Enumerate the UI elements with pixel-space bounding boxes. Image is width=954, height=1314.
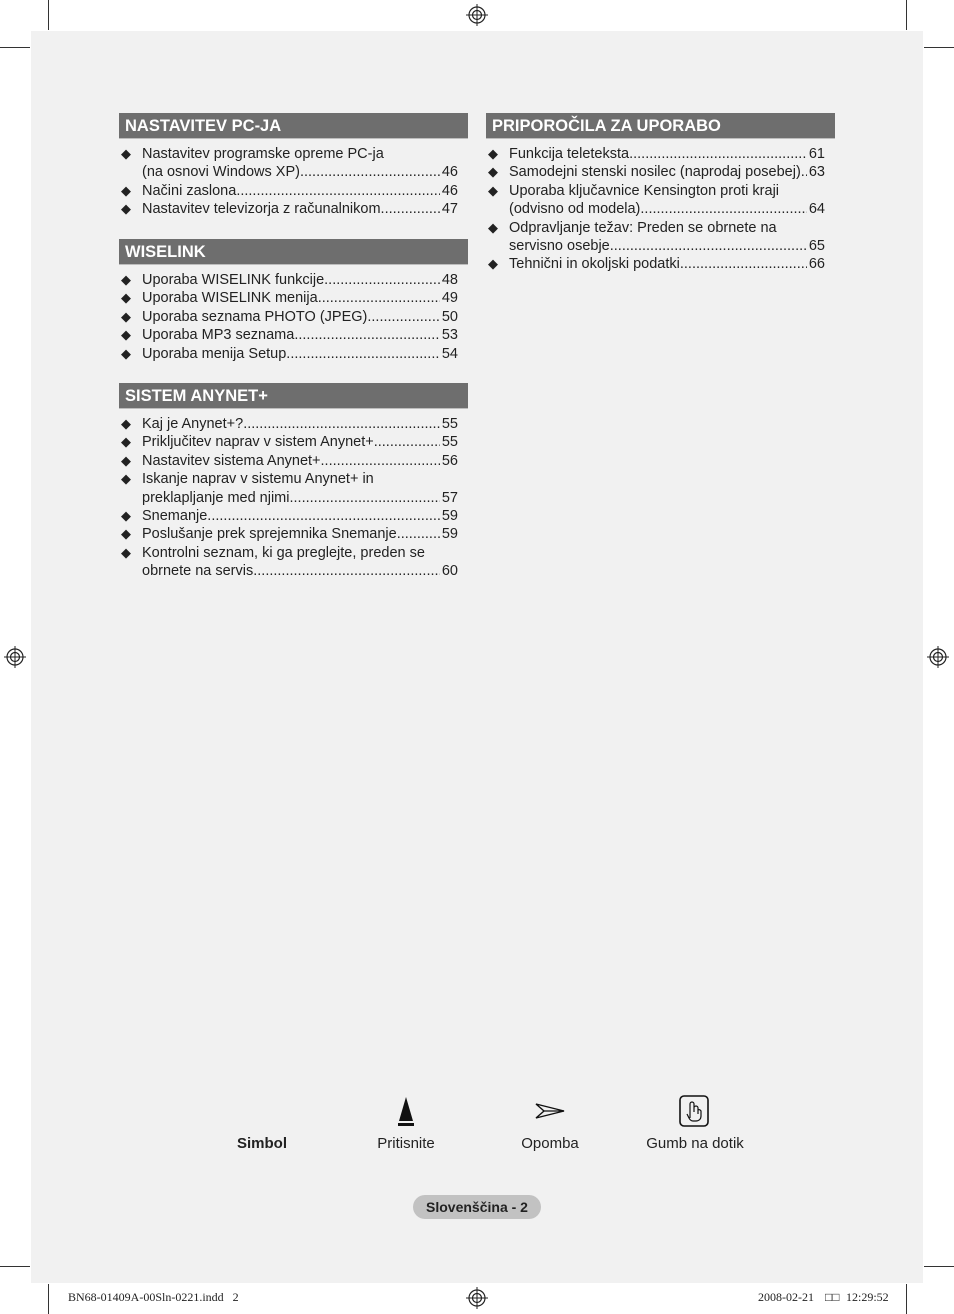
toc-page-number: 46 xyxy=(441,164,458,181)
dot-leader xyxy=(243,415,440,433)
toc-line xyxy=(142,452,458,470)
toc-page-number: 64 xyxy=(808,201,825,218)
crop-mark xyxy=(48,0,49,30)
toc-item xyxy=(119,289,458,307)
dot-leader xyxy=(680,255,807,273)
note-icon xyxy=(535,1102,565,1120)
toc-line xyxy=(142,525,458,543)
bullet-diamond-icon: ◆ xyxy=(121,327,131,343)
toc-item xyxy=(486,145,825,163)
toc-page-number: 49 xyxy=(441,290,458,307)
toc-entry-text: servisno osebje xyxy=(509,238,610,255)
toc-line xyxy=(142,326,458,344)
toc-item xyxy=(119,470,458,507)
bullet-diamond-icon: ◆ xyxy=(488,164,498,180)
dot-leader xyxy=(236,182,440,200)
note-label: Opomba xyxy=(521,1135,579,1152)
dot-leader xyxy=(318,289,440,307)
toc-item xyxy=(486,255,825,273)
bullet-diamond-icon: ◆ xyxy=(121,308,131,324)
press-label: Pritisnite xyxy=(377,1135,435,1152)
crop-mark xyxy=(906,0,907,30)
toc-list-usage xyxy=(486,145,825,274)
toc-item xyxy=(119,415,458,433)
toc-line xyxy=(142,433,458,451)
dot-leader xyxy=(381,200,440,218)
toc-list-pc xyxy=(119,145,458,219)
toc-item xyxy=(119,525,458,543)
dot-leader xyxy=(629,145,807,163)
bullet-diamond-icon: ◆ xyxy=(121,201,131,217)
bullet-diamond-icon: ◆ xyxy=(121,345,131,361)
registration-mark-icon xyxy=(927,646,949,668)
dot-leader xyxy=(207,507,440,525)
toc-page-number: 65 xyxy=(808,238,825,255)
symbol-legend-title: Simbol xyxy=(236,1135,287,1152)
toc-line xyxy=(142,345,458,363)
toc-line xyxy=(142,308,458,326)
toc-line xyxy=(509,219,825,237)
bullet-diamond-icon: ◆ xyxy=(121,416,131,431)
toc-entry-text: Kontrolni seznam, ki ga preglejte, preden se xyxy=(142,544,425,561)
toc-item xyxy=(119,200,458,218)
bullet-diamond-icon: ◆ xyxy=(121,471,131,487)
slug-time: 12:29:52 xyxy=(846,1290,889,1304)
toc-item xyxy=(119,326,458,344)
toc-line xyxy=(142,200,458,218)
toc-page-number: 61 xyxy=(808,146,825,162)
toc-entry-text: Funkcija teleteksta xyxy=(509,146,630,162)
section-title-wiselink: WISELINK xyxy=(119,239,468,265)
bullet-diamond-icon: ◆ xyxy=(488,219,498,235)
toc-line xyxy=(142,489,458,507)
bullet-diamond-icon: ◆ xyxy=(121,434,131,450)
crop-mark xyxy=(0,1266,30,1267)
registration-mark-icon xyxy=(466,4,488,26)
bullet-diamond-icon: ◆ xyxy=(488,146,498,161)
bullet-diamond-icon: ◆ xyxy=(121,526,131,542)
dot-leader xyxy=(640,200,806,218)
toc-item xyxy=(119,145,458,182)
bullet-diamond-icon: ◆ xyxy=(121,182,131,198)
toc-entry-text: Tehnični in okoljski podatki xyxy=(509,256,680,273)
bullet-diamond-icon: ◆ xyxy=(121,508,131,524)
dot-leader xyxy=(253,562,440,580)
dot-leader xyxy=(367,308,439,326)
toc-item xyxy=(119,271,458,289)
toc-item xyxy=(119,544,458,581)
dot-leader xyxy=(324,271,440,289)
toc-entry-text: obrnete na servis xyxy=(142,563,254,580)
touch-button-icon xyxy=(678,1094,710,1128)
toc-page-number: 56 xyxy=(441,452,458,469)
toc-line xyxy=(142,289,458,307)
toc-item xyxy=(486,219,825,256)
toc-line xyxy=(142,145,458,163)
toc-entry-text: Nastavitev programske opreme PC-ja xyxy=(142,146,384,162)
toc-line xyxy=(142,271,458,289)
toc-item xyxy=(119,507,458,525)
bullet-diamond-icon: ◆ xyxy=(488,256,498,272)
toc-line xyxy=(142,470,458,488)
bullet-diamond-icon: ◆ xyxy=(121,290,131,306)
toc-entry-text: Nastavitev televizorja z računalnikom xyxy=(142,201,381,218)
toc-page-number: 59 xyxy=(441,526,458,543)
toc-page-number: 47 xyxy=(441,201,458,218)
dot-leader xyxy=(294,326,440,344)
toc-page-number: 46 xyxy=(441,182,458,199)
bullet-diamond-icon: ◆ xyxy=(121,272,131,287)
toc-entry-text: Uporaba ključavnice Kensington proti kraji xyxy=(509,182,780,199)
toc-item xyxy=(486,163,825,181)
bullet-diamond-icon: ◆ xyxy=(121,452,131,468)
toc-entry-text: Snemanje xyxy=(142,508,208,525)
dot-leader xyxy=(290,489,440,507)
toc-entry-text: Poslušanje prek sprejemnika Snemanje xyxy=(142,526,397,543)
toc-entry-text: (odvisno od modela) xyxy=(509,201,641,218)
toc-entry-text: preklapljanje med njimi xyxy=(142,489,290,506)
dot-leader xyxy=(286,345,440,363)
toc-entry-text: Uporaba WISELINK menija xyxy=(142,290,318,307)
toc-line xyxy=(142,562,458,580)
dot-leader xyxy=(300,163,440,181)
toc-page-number: 63 xyxy=(808,164,825,181)
section-title-anynet: SISTEM ANYNET+ xyxy=(119,383,468,409)
toc-item xyxy=(119,308,458,326)
toc-line xyxy=(142,544,458,562)
touch-button-label: Gumb na dotik xyxy=(646,1135,744,1152)
toc-page-number: 57 xyxy=(441,489,458,506)
dot-leader xyxy=(610,237,807,255)
toc-line xyxy=(509,145,825,163)
section-title-usage: PRIPOROČILA ZA UPORABO xyxy=(486,113,835,139)
toc-entry-text: Priključitev naprav v sistem Anynet+ xyxy=(142,434,374,451)
toc-line xyxy=(509,182,825,200)
bullet-diamond-icon: ◆ xyxy=(121,544,131,560)
toc-item xyxy=(486,182,825,219)
section-title-pc: NASTAVITEV PC-JA xyxy=(119,113,468,139)
crop-mark xyxy=(0,47,30,48)
toc-item xyxy=(119,345,458,363)
toc-page-number: 53 xyxy=(441,327,458,344)
slug-placeholder-icon: □□ xyxy=(825,1290,840,1304)
toc-line xyxy=(509,200,825,218)
dot-leader xyxy=(397,525,440,543)
toc-entry-text: Uporaba WISELINK funkcije xyxy=(142,272,325,288)
toc-entry-text: Nastavitev sistema Anynet+ xyxy=(142,452,321,469)
toc-line xyxy=(142,163,458,181)
toc-line xyxy=(509,163,825,181)
crop-mark xyxy=(906,1284,907,1314)
toc-entry-text: Odpravljanje težav: Preden se obrnete na xyxy=(509,219,777,236)
toc-page-number: 59 xyxy=(441,508,458,525)
toc-page-number: 54 xyxy=(441,345,458,362)
file-slug: BN68-01409A-00Sln-0221.indd 2 xyxy=(68,1290,239,1304)
toc-entry-text: Načini zaslona xyxy=(142,182,237,199)
toc-page-number: 48 xyxy=(441,272,458,288)
toc-entry-text: (na osnovi Windows XP) xyxy=(142,164,300,181)
crop-mark xyxy=(48,1284,49,1314)
toc-entry-text: Uporaba MP3 seznama xyxy=(142,327,295,344)
toc-page-number: 50 xyxy=(441,308,458,325)
dot-leader xyxy=(321,452,440,470)
toc-line xyxy=(509,237,825,255)
toc-line xyxy=(142,415,458,433)
toc-item xyxy=(119,433,458,451)
toc-page-number: 55 xyxy=(441,416,458,432)
toc-line xyxy=(142,182,458,200)
crop-mark xyxy=(924,47,954,48)
bullet-diamond-icon: ◆ xyxy=(121,146,131,161)
toc-entry-text: Iskanje naprav v sistemu Anynet+ in xyxy=(142,471,374,488)
toc-entry-text: Samodejni stenski nosilec (naprodaj posebej) xyxy=(509,164,801,181)
page-number-badge: Slovenščina - 2 xyxy=(413,1195,541,1219)
dot-leader xyxy=(374,433,440,451)
toc-entry-text: Kaj je Anynet+? xyxy=(142,416,244,432)
toc-list-anynet xyxy=(119,415,458,581)
toc-item xyxy=(119,182,458,200)
toc-item xyxy=(119,452,458,470)
press-icon xyxy=(395,1095,417,1129)
slug-date: 2008-02-21 xyxy=(758,1290,814,1304)
crop-mark xyxy=(924,1266,954,1267)
toc-entry-text: Uporaba seznama PHOTO (JPEG) xyxy=(142,308,368,325)
toc-line xyxy=(142,507,458,525)
bullet-diamond-icon: ◆ xyxy=(488,182,498,198)
toc-page-number: 66 xyxy=(808,256,825,273)
toc-page-number: 55 xyxy=(441,434,458,451)
toc-line xyxy=(509,255,825,273)
toc-entry-text: Uporaba menija Setup xyxy=(142,345,287,362)
toc-list-wiselink xyxy=(119,271,458,363)
registration-mark-icon xyxy=(4,646,26,668)
toc-page-number: 60 xyxy=(441,563,458,580)
registration-mark-icon xyxy=(466,1287,488,1309)
